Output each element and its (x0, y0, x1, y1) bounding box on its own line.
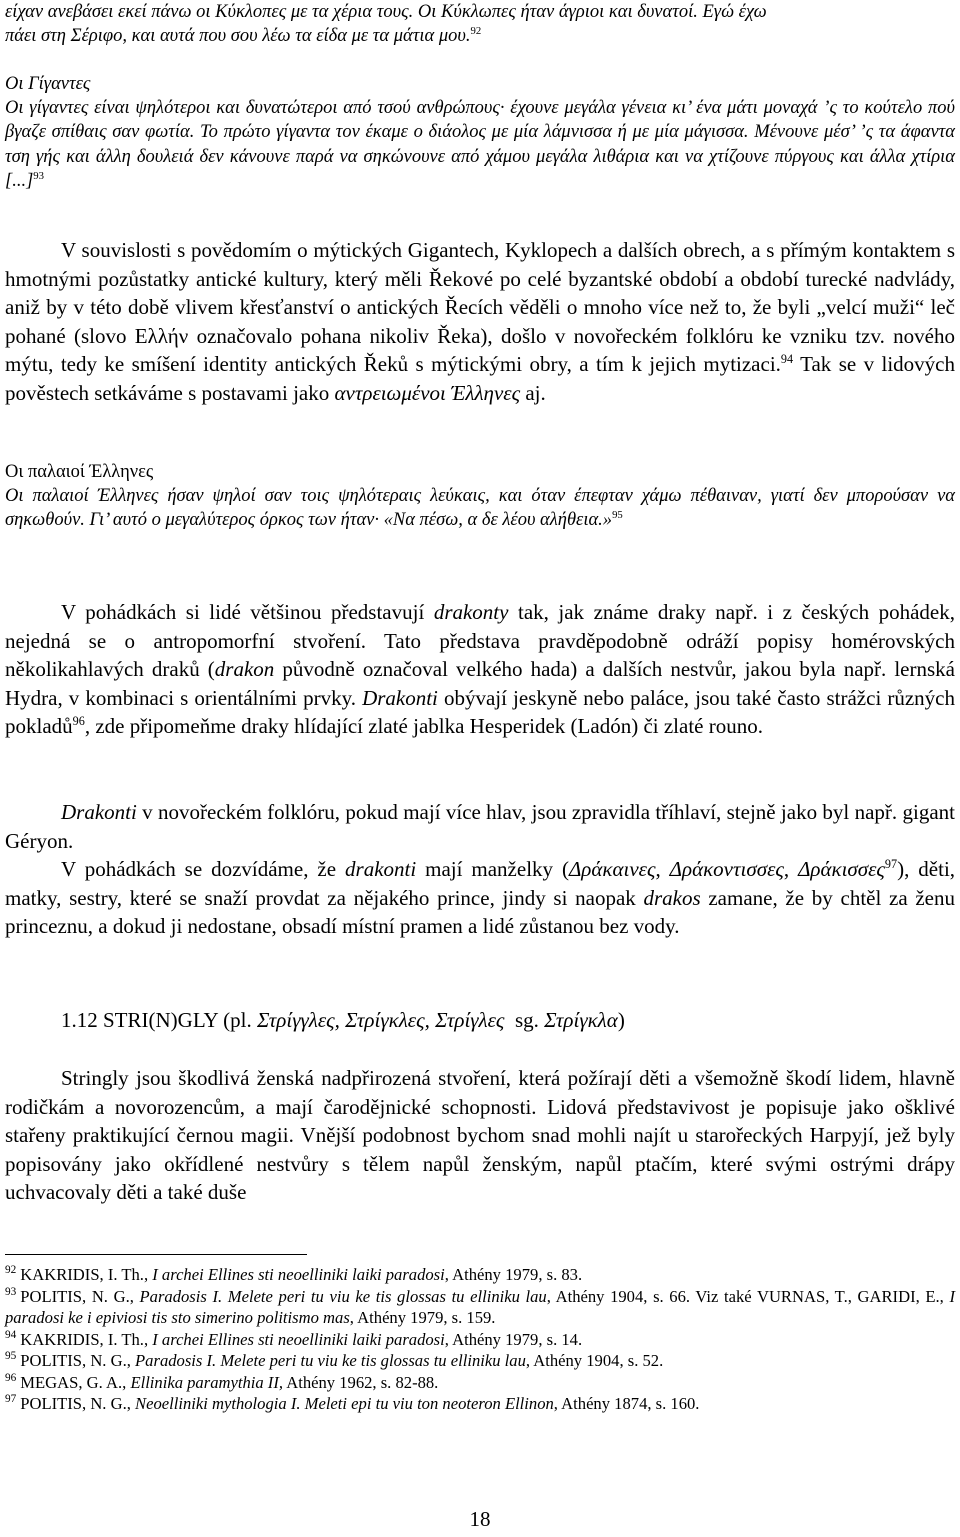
footnote-pub-2: , Athény 1979, s. 159. (349, 1308, 496, 1327)
footnote-97 (5, 1393, 955, 1415)
carryover-text: πάει στη Σέριφο, και αυτά που σου λέω τα είδα με τα μάτια μου. (5, 26, 471, 47)
footnote-separator (5, 1254, 307, 1255)
footnote-author: POLITIS, N. G., (20, 1286, 140, 1306)
footnote-pub: , Athény 1904, s. 52. (525, 1351, 664, 1370)
carryover-line-2 (5, 24, 955, 48)
footnote-author: KAKRIDIS, I. Th., (20, 1329, 153, 1349)
carryover-line-1: είχαν ανεβάσει εκεί πάνω οι Κύκλοπες με τα χέρια τους. Οι Κύκλωπες ήταν άγριοι και δυνατοί. Εγώ έχω (5, 2, 767, 22)
dragons-3-gk3: Δράκισσες (798, 857, 885, 881)
dragons-1-c: původně označoval velkého hada) a dalších nestvůr, jakou byla např. lernská Hydra, v kombinaci s orientálními prvky. (5, 657, 955, 710)
dragons-3-sep2: , (783, 857, 799, 881)
footnote-92 (5, 1264, 955, 1286)
footnote-number: 92 (5, 1264, 17, 1277)
footnote-ref-96: 96 (72, 714, 85, 729)
footnote-title: I archei Ellines sti neoelliniki laiki paradosi (152, 1329, 445, 1349)
dragons-1-b: tak, jak známe draky např. i z českých pohádek, nejedná se o antropomorfní stvoření. Tato představa pravděpodobně odráží popisy homérovských několikahlavých draků ( (5, 600, 956, 682)
footnote-author: MEGAS, G. A., (20, 1372, 131, 1392)
footnote-ref-93: 93 (33, 169, 44, 182)
paragraph-dragons-2 (5, 798, 955, 855)
footnote-ref-97: 97 (884, 857, 898, 871)
footnote-pub: Athény 1962, s. 82-88. (283, 1372, 439, 1392)
footnote-author: KAKRIDIS, I. Th., (20, 1265, 153, 1284)
dragons-2-it: Drakonti (61, 800, 137, 824)
greek-giants-title: Οι Γίγαντες (5, 74, 91, 94)
dragons-3-d: zamane, že by chtěl za ženu princeznu, a dokud ji nedostane, obsadí místní pramen a lidé zůstanou bez vody. (5, 885, 955, 939)
dragons-3-it2: drakos (643, 885, 701, 910)
paragraph-stringly: Stringly jsou škodlivá ženská nadpřirozená stvoření, která požírají děti a všemožně škodí lidem, hlavně rodičkám a novorozencům, a mají čarodějnické schopnosti. Lidová představivost je popisuje jako ošklivé stařeny praktikující černou magii. Vnější podobnost bychom snad mohli najít u starořeckých Harpyjí, jež byly popisovány jako okřídlené nestvůry s tělem napůl ženským, napůl ptačím, které svými ostrými drápy uchvacovaly děti a také duše (5, 1066, 955, 1205)
greek-giants-text-b: Το πρώτο γίγαντα τον έκαμε ο διάολος με μία λάμνισσα ή με μία μάγισσα. Μένουνε μέσ’ ’ς τα άφαντα τση γής και άλλη δουλειά δεν κάνουνε παρά να σηκώνουνε από χάμου μεγάλα λιθάρια και να χτίζουνε πύργους και άλλα χτίρια [...] (5, 122, 955, 191)
dragons-1-it2: drakon (214, 657, 275, 682)
heading-gk: Στρίγγλες, Στρίγκλες, Στρίγλες (257, 1008, 505, 1032)
footnote-ref-92: 92 (470, 25, 482, 38)
footnote-93 (5, 1286, 955, 1329)
dragons-1-it3: Drakonti (362, 685, 438, 710)
footnote-pub: , Athény 1979, s. 83. (444, 1265, 583, 1284)
section-heading (61, 1006, 941, 1035)
greek-ancients-block (5, 460, 955, 533)
dragons-1-e: , zde připomeňme draky hlídající zlaté jablka Hesperidek (Ladón) či zlaté rouno. (84, 714, 763, 739)
footnote-pub: , Athény 1904, s. 66. Viz také VURNAS, T., GARIDI, E., (546, 1286, 950, 1306)
dragons-3-gk2: Δράκοντισσες (669, 857, 784, 881)
footnote-96 (5, 1372, 955, 1394)
footnote-number: 95 (5, 1350, 17, 1363)
dragons-3-it: drakonti (345, 857, 417, 881)
greek-carryover (5, 0, 955, 48)
footnote-ref-95: 95 (612, 509, 623, 522)
footnote-number: 94 (5, 1328, 17, 1341)
footnote-title: I archei Ellines sti neoelliniki laiki paradosi (152, 1265, 445, 1284)
dragons-2-a: v novořeckém folklóru, pokud mají více hlav, jsou zpravidla tříhlaví, stejně jako byl např. gigant Géryon. (5, 800, 955, 853)
footnote-number: 93 (5, 1285, 17, 1298)
footnote-author: POLITIS, N. G., (20, 1394, 136, 1413)
footnote-94 (5, 1329, 955, 1351)
dragons-1-a: V pohádkách si lidé většinou představují (61, 600, 434, 624)
heading-gk2: Στρίγκλα (544, 1008, 618, 1032)
dragons-1-it: drakonty (433, 600, 509, 624)
para-giants-text-b: Tak se v lidových pověstech setkáváme s postavami jako (5, 352, 955, 405)
greek-ancients-text: Οι παλαιοί Έλληνες ήσαν ψηλοί σαν τοις ψηλότεραις λεύκαις, και όταν έπεφταν χάμω πέθαιναν, γιατί δεν μπορούσαν να σηκωθούν. Γι’ αυτό ο μεγαλύτερος όρκος των ήταν· «Να πέσω, α δε λέου αλήθεια.» (5, 486, 955, 531)
footnotes (5, 1264, 955, 1415)
para-giants-italic: αντρειωμένοι Έλληνες (334, 380, 521, 405)
greek-giants-body (5, 96, 955, 193)
footnote-author: POLITIS, N. G., (20, 1351, 136, 1370)
footnote-number: 97 (5, 1393, 17, 1406)
dragons-3-gk1: Δράκαινες (568, 857, 656, 881)
heading-a: 1.12 STRI(N)GLY (pl. (61, 1008, 258, 1032)
footnote-title-2: I paradosi ke i epiviosi tis sto simerino politismo mas (5, 1286, 955, 1327)
footnote-title: Paradosis I. Melete peri tu viu ke tis glossas tu elliniku lau (139, 1286, 547, 1306)
footnote-95 (5, 1350, 955, 1372)
page-number: 18 (469, 1507, 491, 1531)
footnote-pub: , Athény 1979, s. 14. (444, 1329, 583, 1349)
dragons-3-b: mají manželky ( (416, 857, 569, 881)
footnote-title: Paradosis I. Melete peri tu viu ke tis glossas tu elliniku lau (135, 1351, 526, 1370)
dragons-3-a: V pohádkách se dozvídáme, že (61, 857, 346, 881)
paragraph-dragons-1 (5, 598, 955, 741)
paragraph-giants (5, 236, 955, 408)
footnote-pub: , Athény 1874, s. 160. (553, 1394, 700, 1413)
footnote-title: Ellinika paramythia II, (130, 1372, 283, 1392)
heading-c: ) (617, 1008, 625, 1032)
dragons-3-sep: , (655, 857, 670, 881)
greek-giants-text-a: Οι γίγαντες είναι ψηλότεροι και δυνατώτεροι από τσού ανθρώπους· έχουνε μεγάλα γένεια κι’ ένα μάτι μοναχά ’ς το κούτελο πού βγαζε σπίθαις σαν φωτία. (5, 98, 955, 143)
footnote-title: Neoelliniki mythologia I. Meleti epi tu viu ton neoteron Ellinon (135, 1394, 554, 1413)
footnote-number: 96 (5, 1371, 17, 1384)
heading-b: sg. (504, 1008, 545, 1032)
dragons-3-c: ), děti, matky, sestry, které se snaží provdat za nějakého prince, jindy si naopak (5, 857, 956, 910)
para-giants-text-a: V souvislosti s povědomím o mýtických Gigantech, Kyklopech a dalších obrech, a s přímým kontaktem s hmotnými pozůstatky antické kultury, který měli Řekové po celé byzantské období a období turecké nadvlády, aniž by v této době vlivem křesťanství o antických Řecích věděli o mnoho více než to, že byli „velcí muži“ leč pohané (slovo Ελλήν označovalo pohana nikoliv Řeka), došlo v novořeckém folklóru ke vzniku tzv. nového mýtu, tedy ke smíšení identity antických Řeků s mýtickými obry, a tím k jejich mytizaci. (5, 238, 955, 377)
greek-giants-block (5, 72, 955, 193)
dragons-1-d: obývají jeskyně nebo paláce, jsou také často strážci různých pokladů (5, 685, 956, 739)
footnote-ref-94: 94 (780, 352, 794, 367)
greek-ancients-title: Οι παλαιοί Έλληνες (5, 462, 154, 482)
para-giants-text-c: aj. (520, 380, 546, 405)
paragraph-dragons-3 (5, 855, 955, 941)
greek-ancients-body (5, 484, 955, 532)
